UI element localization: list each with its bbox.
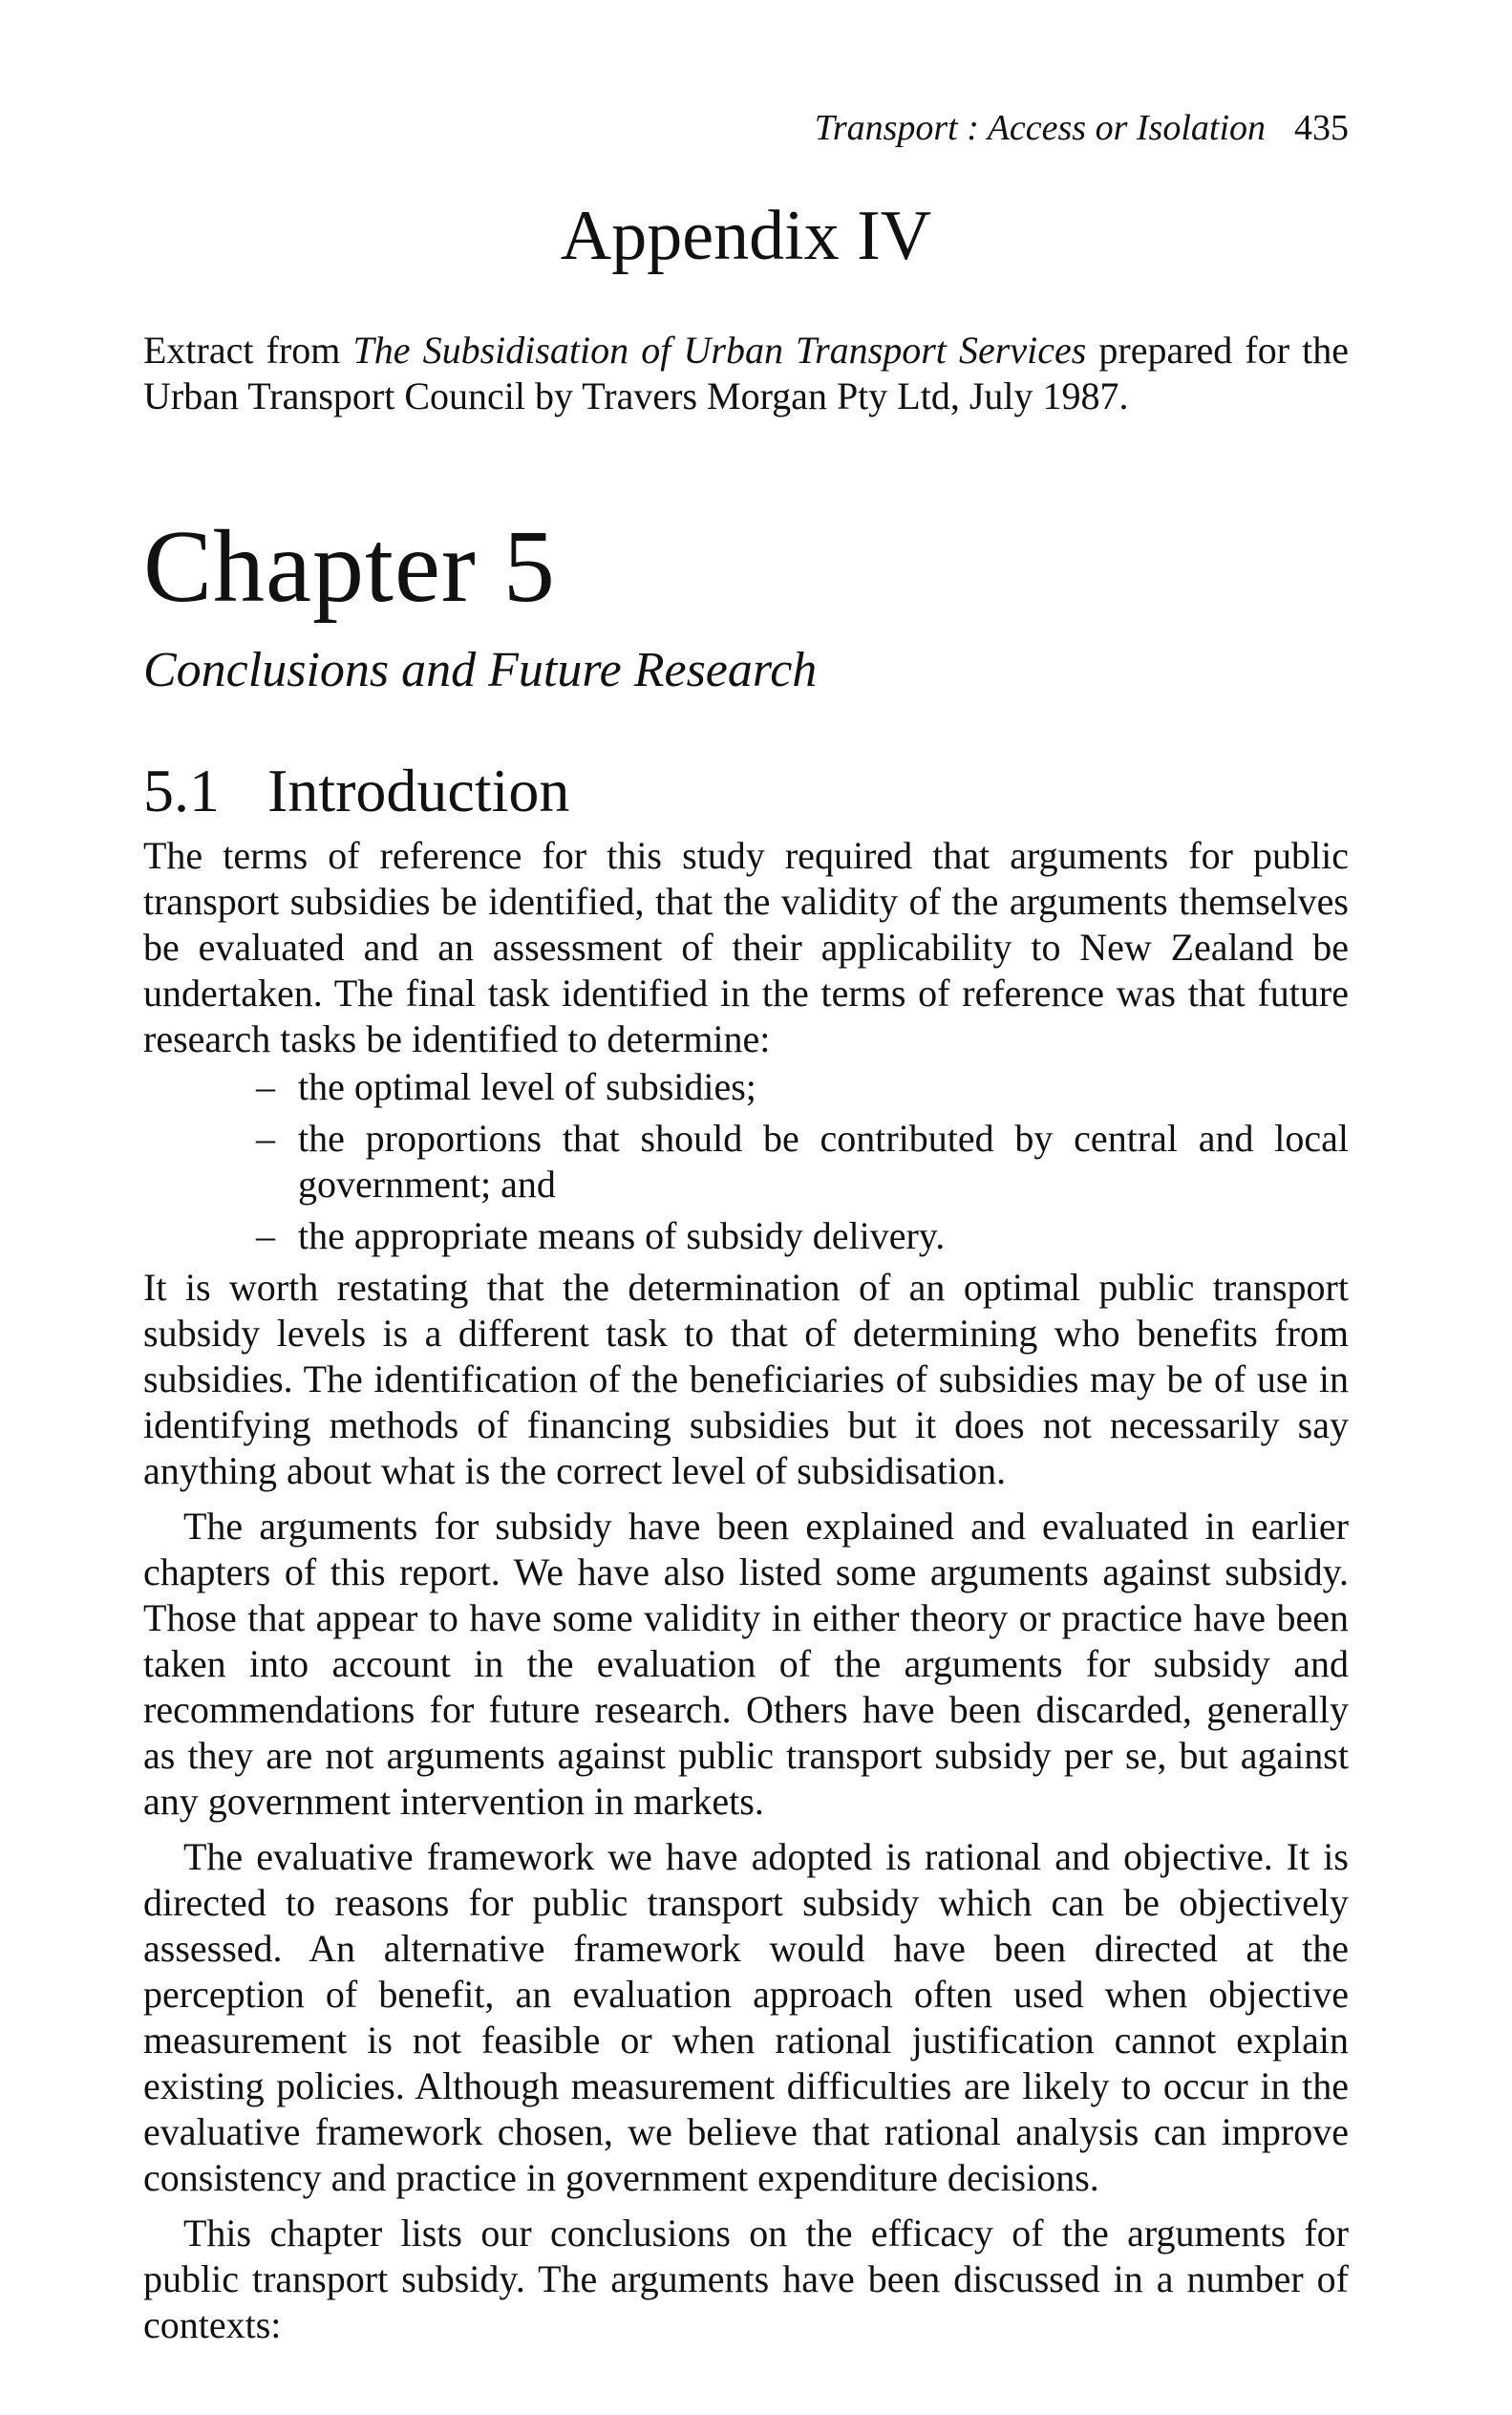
list-item	[256, 1213, 1349, 1259]
paragraph-framework: The evaluative framework we have adopted is rational and objective. It is directed to reasons for public transport subsidy which can be objectively assessed. An alternative framework would have been directed at the perception of benefit, an evaluation approach often used when objective measurement is not feasible or when rational justification cannot explain existing policies. Although measurement difficulties are likely to occur in the evaluative framework chosen, we believe that rational analysis can improve consistency and practice in government expenditure decisions.	[143, 1835, 1349, 2199]
section-number: 5.1	[143, 757, 220, 824]
list-item	[256, 1064, 1349, 1110]
extract-note	[143, 328, 1349, 419]
extract-lead: Extract from	[143, 329, 353, 372]
report-title: The Subsidisation of Urban Transport Services	[352, 329, 1087, 372]
list-dash: –	[256, 1117, 275, 1160]
list-item	[256, 1116, 1349, 1208]
paragraph-conclusions: This chapter lists our conclusions on the efficacy of the arguments for public transport subsidy. The arguments have been discussed in a number of contexts:	[143, 2212, 1349, 2346]
paragraph-arguments: The arguments for subsidy have been explained and evaluated in earlier chapters of this report. We have also listed some arguments against subsidy. Those that appear to have some validity in either theory or practice have been taken into account in the evaluation of the arguments for subsidy and recommendations for future research. Others have been discarded, generally as they are not arguments against public transport subsidy per se, but against any government intervention in markets.	[143, 1505, 1349, 1823]
research-tasks-list	[143, 1064, 1349, 1259]
section-title: Introduction	[267, 757, 570, 824]
appendix-title: Appendix IV	[560, 197, 932, 275]
running-head	[815, 107, 1349, 149]
list-item-text: the appropriate means of subsidy delivery.	[298, 1214, 946, 1257]
list-item-text: the proportions that should be contributed by central and local government; and	[298, 1117, 1349, 1206]
paragraph-restating: It is worth restating that the determination of an optimal public transport subsidy levels is a different task to that of determining who benefits from subsidies. The identification of the beneficiaries of subsidies may be of use in identifying methods of financing subsidies but it does not necessarily say anything about what is the correct level of subsidisation.	[143, 1266, 1349, 1492]
body-text	[143, 833, 1349, 2348]
paragraph-terms-of-reference: The terms of reference for this study required that arguments for public transport subsidies be identified, that the validity of the arguments themselves be evaluated and an assessment of their applicability to New Zealand be undertaken. The final task identified in the terms of reference was that future research tasks be identified to determine:	[143, 834, 1349, 1060]
list-dash: –	[256, 1214, 275, 1257]
list-item-text: the optimal level of subsidies;	[298, 1065, 756, 1108]
extract-tail: prepared for the Urban Transport Council by Travers Morgan Pty Ltd, July 1987.	[143, 329, 1349, 417]
section-heading	[143, 757, 570, 824]
list-dash: –	[256, 1065, 275, 1108]
page-number: 435	[1294, 108, 1349, 148]
chapter-subtitle: Conclusions and Future Research	[143, 643, 818, 697]
chapter-title: Chapter 5	[143, 510, 556, 624]
running-head-title: Transport : Access or Isolation	[814, 108, 1266, 148]
